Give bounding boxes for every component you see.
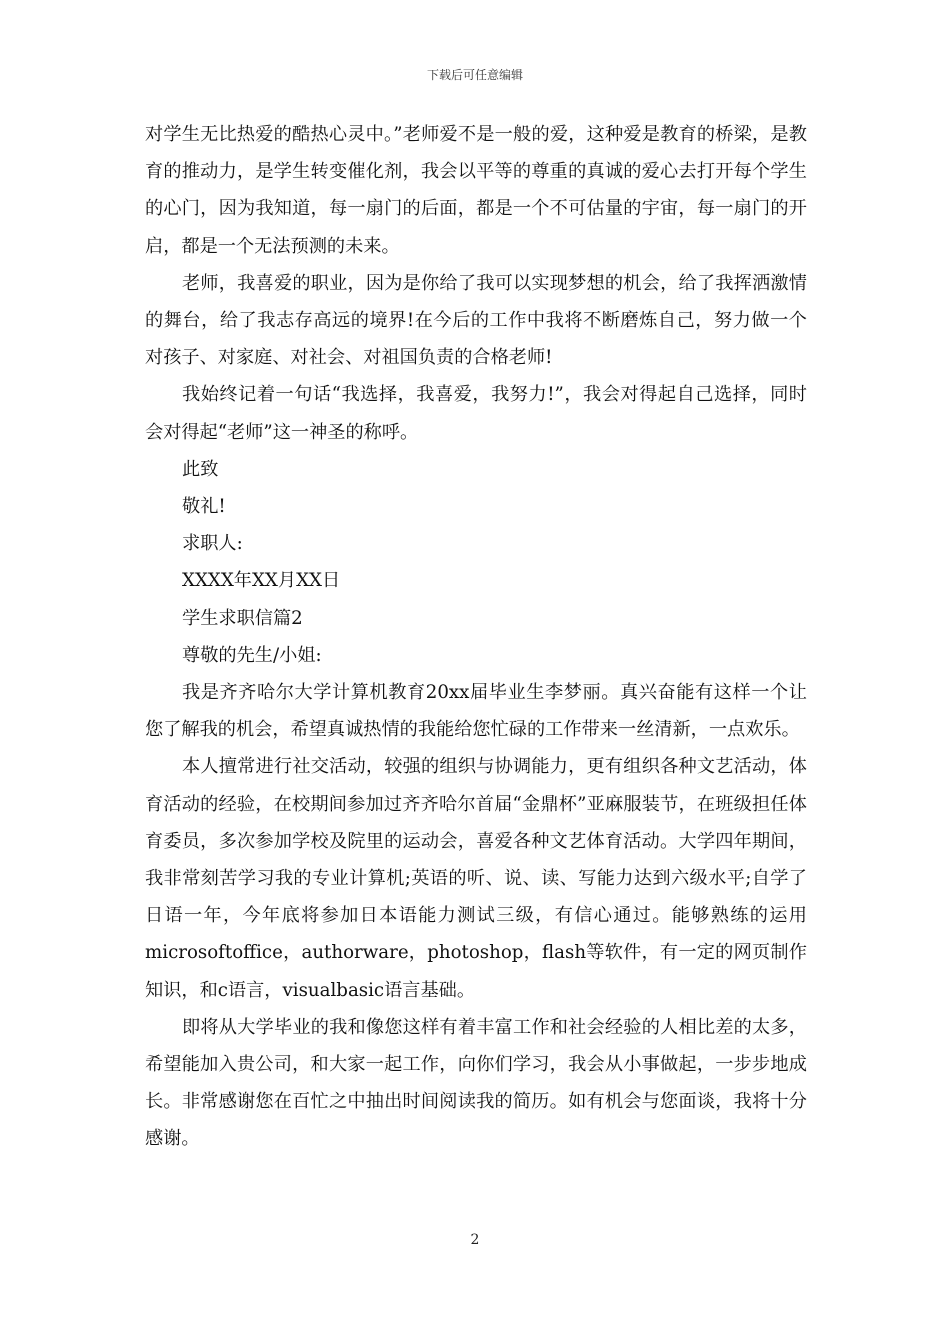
page-number: 2 bbox=[470, 1232, 480, 1248]
paragraph-motto: 我始终记着一句话“我选择，我喜爱，我努力!”，我会对得起自己选择，同时会对得起“老师”这一神圣的称呼。 bbox=[145, 384, 807, 443]
closing-salutation: 此致 bbox=[182, 458, 219, 480]
section-title: 学生求职信篇2 bbox=[182, 607, 303, 629]
closing-regards: 敬礼! bbox=[182, 496, 226, 518]
paragraph-teacher-career: 老师，我喜爱的职业，因为是你给了我可以实现梦想的机会，给了我挥洒激情的舞台，给了我志存高远的境界!在今后的工作中我将不断磨炼自己，努力做一个对孩子、对家庭、对社会、对祖国负责的合格老师! bbox=[145, 272, 807, 369]
greeting: 尊敬的先生/小姐: bbox=[182, 644, 322, 666]
paragraph-continuation: 对学生无比热爱的酷热心灵中。”老师爱不是一般的爱，这种爱是教育的桥梁，是教育的推动力，是学生转变催化剂，我会以平等的尊重的真诚的爱心去打开每个学生的心门，因为我知道，每一扇门的后面，都是一个不可估量的宇宙，每一扇门的开启，都是一个无法预测的未来。 bbox=[145, 124, 807, 257]
signature-label: 求职人: bbox=[182, 533, 243, 555]
paragraph-experience: 本人擅常进行社交活动，较强的组织与协调能力，更有组织各种文艺活动，体育活动的经验，在校期间参加过齐齐哈尔首届“金鼎杯”亚麻服装节，在班级担任体育委员，多次参加学校及院里的运动会，喜爱各种文艺体育活动。大学四年期间，我非常刻苦学习我的专业计算机;英语的听、说、读、写能力达到六级水平;自学了日语一年，今年底将参加日本语能力测试三级，有信心通过。能够熟练的运用microsoftoffice，authorware，photoshop，flash等软件，有一定的网页制作知识，和c语言，visualbasic语言基础。 bbox=[145, 756, 807, 1001]
document-body bbox=[145, 116, 807, 1158]
page-header: 下载后可任意编辑 bbox=[426, 68, 523, 82]
signature-date: XXXX年XX月XX日 bbox=[182, 570, 341, 592]
paragraph-conclusion: 即将从大学毕业的我和像您这样有着丰富工作和社会经验的人相比差的太多，希望能加入贵公司，和大家一起工作，向你们学习，我会从小事做起，一步步地成长。非常感谢您在百忙之中抽出时间阅读我的简历。如有机会与您面谈，我将十分感谢。 bbox=[145, 1016, 807, 1150]
paragraph-introduction: 我是齐齐哈尔大学计算机教育20xx届毕业生李梦丽。真兴奋能有这样一个让您了解我的机会，希望真诚热情的我能给您忙碌的工作带来一丝清新，一点欢乐。 bbox=[145, 682, 807, 741]
